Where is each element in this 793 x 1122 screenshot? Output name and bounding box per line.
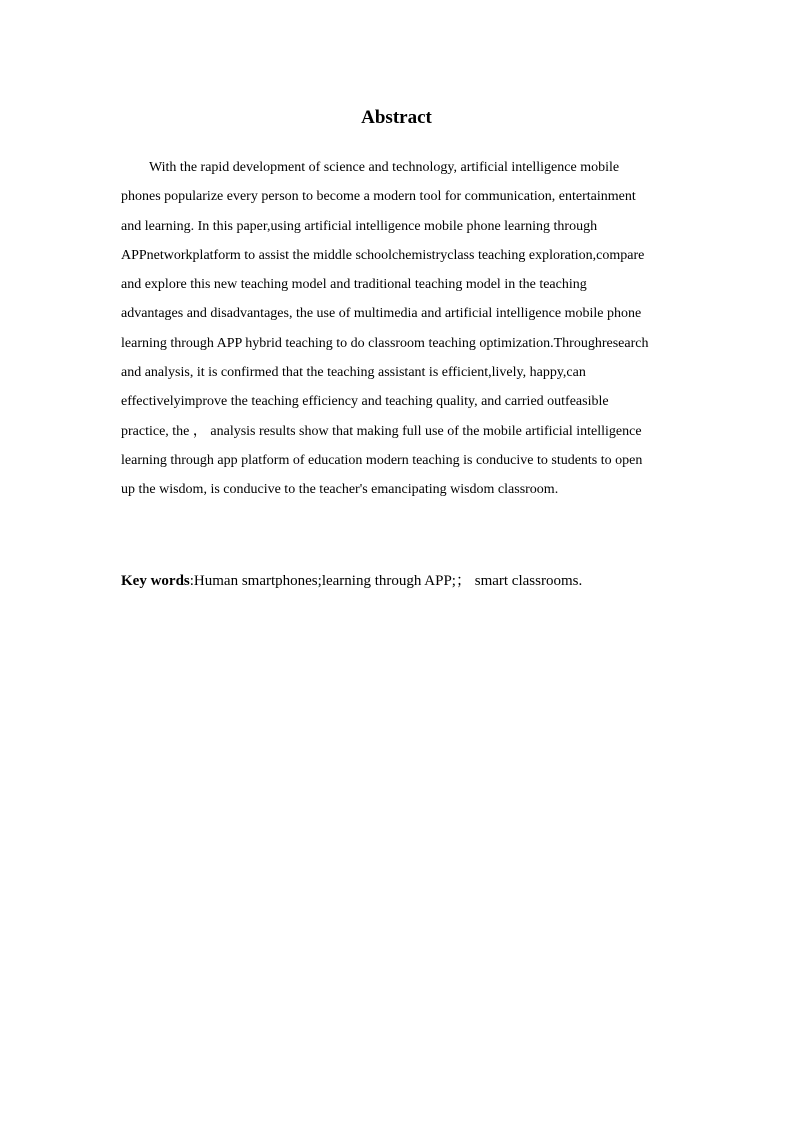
keywords-label: Key words — [121, 573, 190, 589]
abstract-line: With the rapid development of science and technology, artificial intelligence mobile — [149, 160, 620, 175]
abstract-line: APPnetworkplatform to assist the middle schoolchemistryclass teaching exploration,compare — [121, 247, 645, 263]
abstract-body — [121, 153, 676, 505]
abstract-line: phones popularize every person to become a modern tool for communication, entertainment — [121, 189, 636, 205]
abstract-title: Abstract — [361, 107, 432, 128]
abstract-line: up the wisdom, is conducive to the teacher's emancipating wisdom classroom. — [121, 482, 559, 498]
abstract-line: practice, the ， analysis results show that making full use of the mobile artificial intelligence — [121, 423, 642, 439]
abstract-line: learning through APP hybrid teaching to do classroom teaching optimization.Throughresearch — [121, 335, 649, 351]
abstract-line: advantages and disadvantages, the use of multimedia and artificial intelligence mobile phone — [121, 306, 642, 322]
abstract-line: and learning. In this paper,using artificial intelligence mobile phone learning through — [121, 218, 598, 234]
abstract-line: effectivelyimprove the teaching efficiency and teaching quality, and carried outfeasible — [121, 394, 609, 410]
abstract-line: and explore this new teaching model and traditional teaching model in the teaching — [121, 277, 587, 293]
keywords-line — [121, 569, 681, 593]
abstract-line: and analysis, it is confirmed that the teaching assistant is efficient,lively, happy,can — [121, 365, 586, 381]
abstract-line: learning through app platform of education modern teaching is conducive to students to open — [121, 452, 643, 468]
keywords-text: :Human smartphones;learning through APP;； smart classrooms. — [189, 573, 583, 589]
